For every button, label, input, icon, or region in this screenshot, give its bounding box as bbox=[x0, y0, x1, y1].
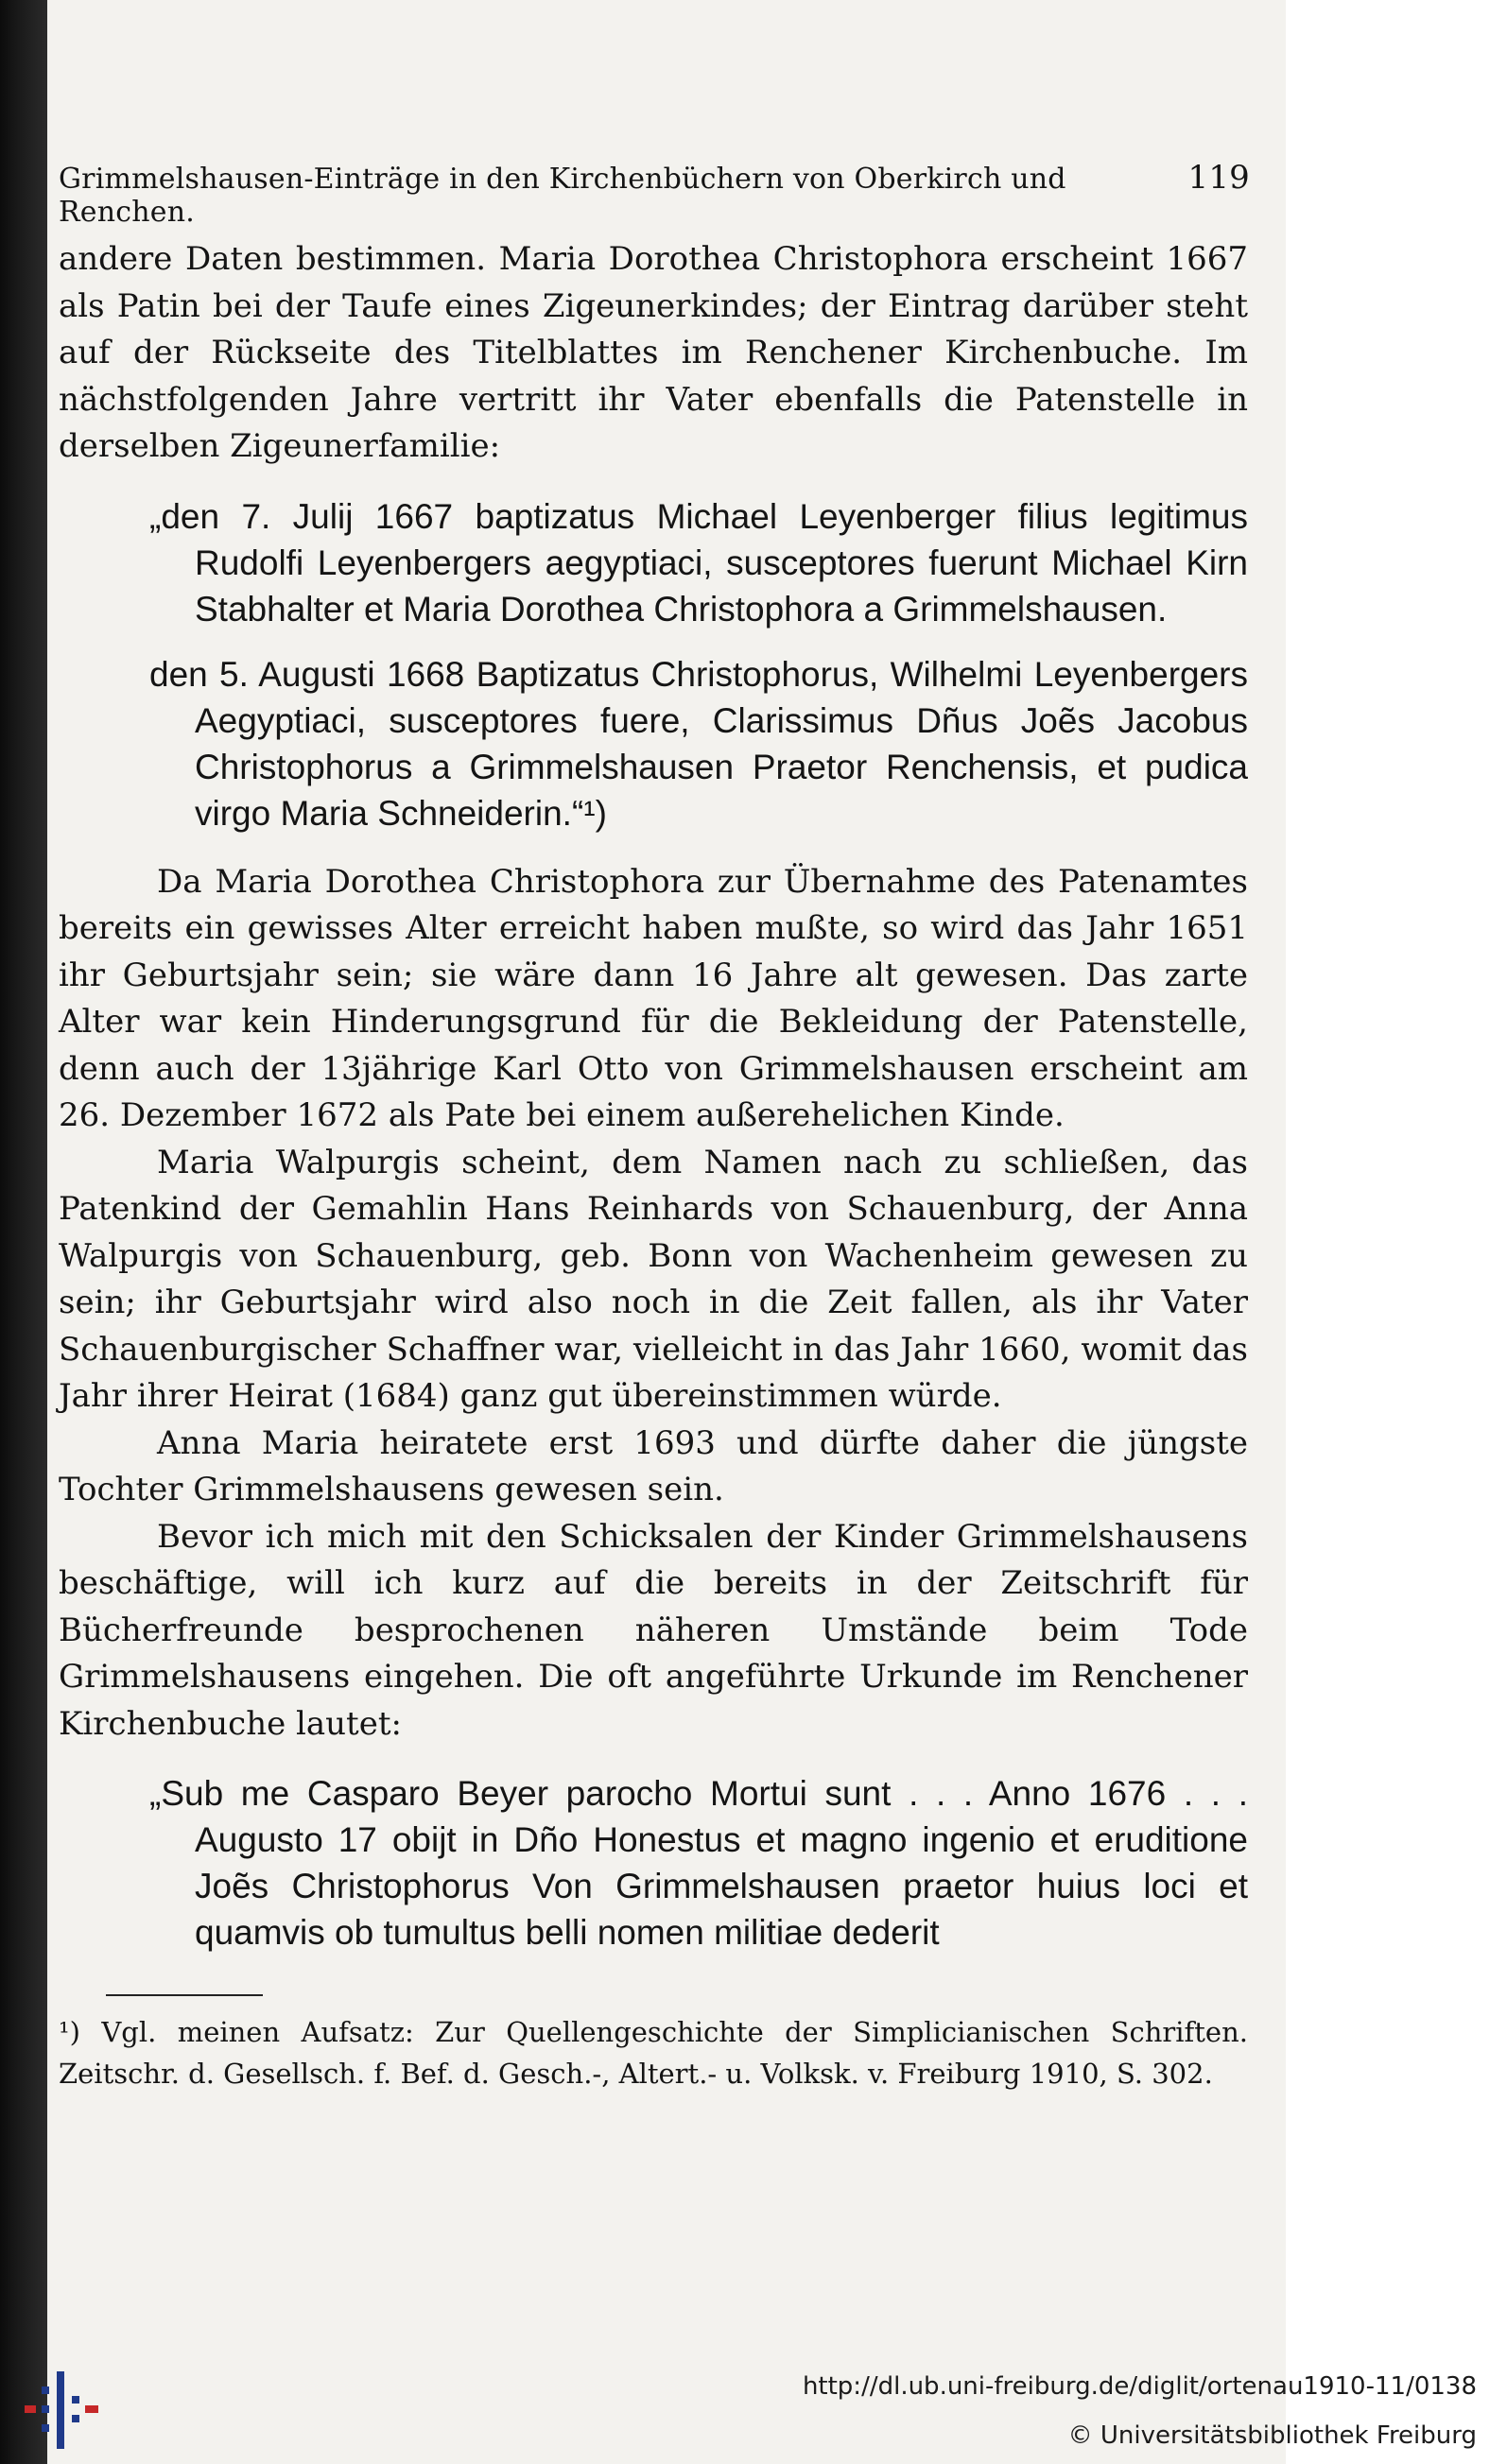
baptism-quote bbox=[59, 493, 1248, 836]
copyright-notice: © Universitätsbibliothek Freiburg bbox=[1067, 2421, 1477, 2450]
viewer-margin bbox=[1286, 0, 1507, 2464]
scan-left-edge bbox=[0, 0, 47, 2464]
running-title: Grimmelshausen-Einträge in den Kirchenbüchern von Oberkirch und Renchen. bbox=[59, 163, 1066, 229]
paragraph: andere Daten bestimmen. Maria Dorothea Christophora erscheint 1667 als Patin bei der Taufe eines Zigeunerkindes; der Eintrag darüber steht auf der Rückseite des Titelblattes im Renchener Kirchenbuche. Im nächstfolgenden Jahre vertritt ihr Vater ebenfalls die Patenstelle in derselben Zigeunerfamilie: bbox=[59, 240, 1248, 465]
quote-death-record: „Sub me Casparo Beyer parocho Mortui sunt . . . Anno 1676 . . . Augusto 17 obijt in Dño Honestus et magno ingenio et eruditione Joẽs Christophorus Von Grimmelshausen praetor huius loci et quamvis ob tumultus belli nomen militiae dederit bbox=[149, 1774, 1248, 1952]
running-header bbox=[59, 159, 1250, 229]
footnote: ¹) Vgl. meinen Aufsatz: Zur Quellengeschichte der Simplicianischen Schriften. Zeitschr. d. Gesellsch. f. Bef. d. Gesch.-, Altert.- u. Volksk. v. Freiburg 1910, S. 302. bbox=[59, 2016, 1248, 2090]
footnote-rule bbox=[106, 1994, 263, 1996]
death-record-quote bbox=[59, 1770, 1248, 1956]
footnotes bbox=[59, 2011, 1248, 2094]
quote-entry-1668: den 5. Augusti 1668 Baptizatus Christophorus, Wilhelmi Leyenbergers Aegyptiaci, susceptores fuere, Clarissimus Dñus Joẽs Jacobus Christophorus a Grimmelshausen Praetor Renchensis, et pudica virgo Maria Schneiderin.“¹) bbox=[149, 654, 1248, 833]
source-url-link[interactable]: http://dl.ub.uni-freiburg.de/diglit/ortenau1910-11/0138 bbox=[802, 2372, 1477, 2401]
paragraph: Bevor ich mich mit den Schicksalen der Kinder Grimmelshausens beschäftige, will ich kurz auf die bereits in der Zeitschrift für Bücherfreunde besprochenen näheren Umstände beim Tode Grimmelshausens eingehen. Die oft angeführte Urkunde im Renchener Kirchenbuche lautet: bbox=[59, 1517, 1248, 1743]
main-text bbox=[59, 236, 1248, 1956]
ub-freiburg-logo-icon bbox=[21, 2368, 106, 2453]
paragraph: Maria Walpurgis scheint, dem Namen nach zu schließen, das Patenkind der Gemahlin Hans Reinhards von Schauenburg, der Anna Walpurgis von Schauenburg, geb. Bonn von Wachenheim gewesen zu sein; ihr Geburtsjahr wird also noch in die Zeit fallen, als ihr Vater Schauenburgischer Schaffner war, vielleicht in das Jahr 1660, womit das Jahr ihrer Heirat (1684) ganz gut übereinstimmen würde. bbox=[59, 1143, 1248, 1415]
paragraph: Anna Maria heiratete erst 1693 und dürfte daher die jüngste Tochter Grimmelshausens gewesen sein. bbox=[59, 1423, 1248, 1508]
page-number: 119 bbox=[1187, 159, 1250, 197]
quote-entry-1667: „den 7. Julij 1667 baptizatus Michael Leyenberger filius legitimus Rudolfi Leyenbergers aegyptiaci, susceptores fuerunt Michael Kirn Stabhalter et Maria Dorothea Christophora a Grimmelshausen. bbox=[149, 496, 1248, 629]
paragraph: Da Maria Dorothea Christophora zur Übernahme des Patenamtes bereits ein gewisses Alter erreicht haben mußte, so wird das Jahr 1651 ihr Geburtsjahr sein; sie wäre dann 16 Jahre alt gewesen. Das zarte Alter war kein Hinderungsgrund für die Bekleidung der Patenstelle, denn auch der 13jährige Karl Otto von Grimmelshausen erscheint am 26. Dezember 1672 als Pate bei einem außerehelichen Kinde. bbox=[59, 862, 1248, 1134]
